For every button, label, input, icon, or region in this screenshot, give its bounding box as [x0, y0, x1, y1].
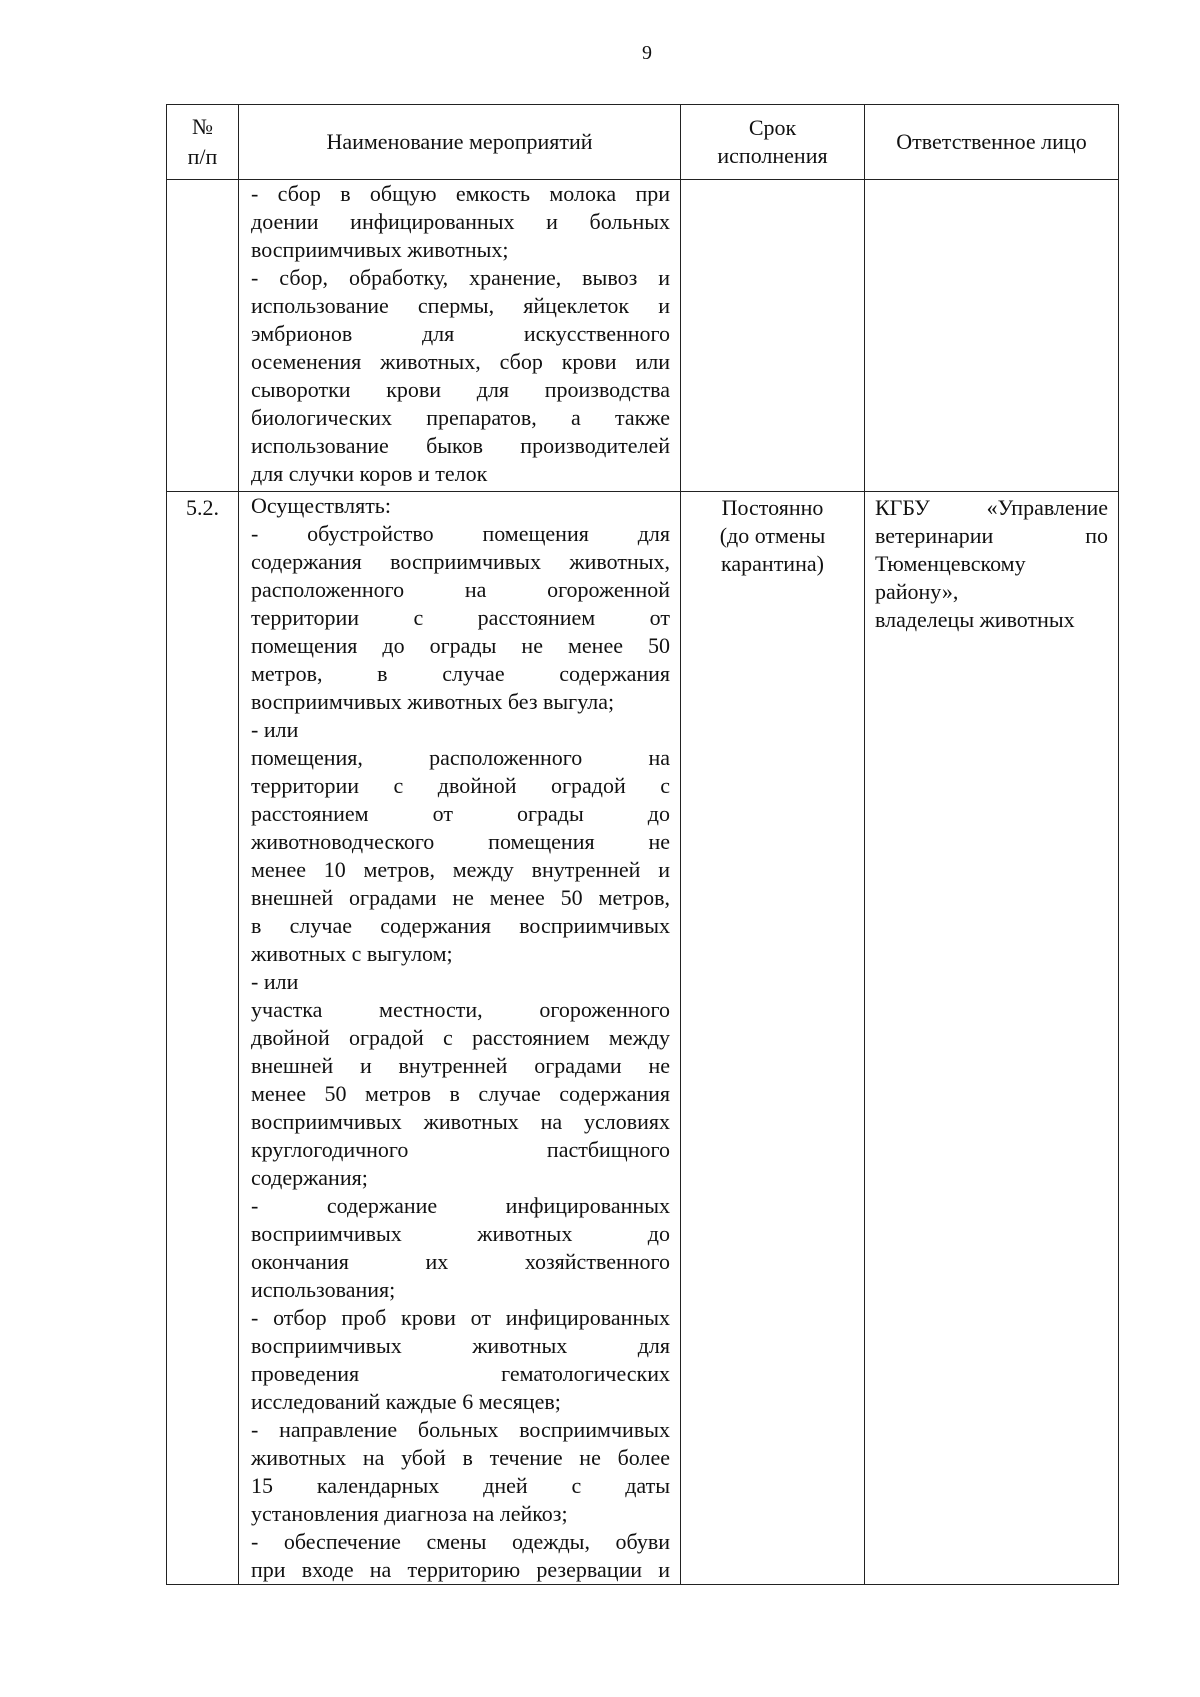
text-line: - обустройство помещения для	[251, 521, 670, 546]
text-line: восприимчивых животных на условиях	[251, 1109, 670, 1134]
header-activity-name: Наименование мероприятий	[239, 105, 681, 180]
text-line: внешней и внутренней оградами не	[251, 1053, 670, 1078]
text-line: менее 10 метров, между внутренней и	[251, 857, 670, 882]
row1-number	[167, 180, 239, 492]
header-term-line2: исполнения	[717, 143, 828, 168]
text-line: животноводческого помещения не	[251, 829, 670, 854]
text-line: доении инфицированных и больных	[251, 209, 670, 234]
text-line: биологических препаратов, а также	[251, 405, 670, 430]
text-line: менее 50 метров в случае содержания	[251, 1081, 670, 1106]
row1-term	[681, 180, 865, 492]
text-line: использование быков производителей	[251, 433, 670, 458]
text-line: содержания;	[251, 1165, 368, 1190]
text-line: животных с выгулом;	[251, 941, 453, 966]
text-line: исследований каждые 6 месяцев;	[251, 1389, 561, 1414]
text-line: проведения гематологических	[251, 1361, 670, 1386]
text-line: использование спермы, яйцеклеток и	[251, 293, 670, 318]
text-line: - обеспечение смены одежды, обуви	[251, 1529, 670, 1554]
text-line: метров, в случае содержания	[251, 661, 670, 686]
text-line: установления диагноза на лейкоз;	[251, 1501, 568, 1526]
activities-table	[166, 104, 1119, 1585]
text-line: территории с расстоянием от	[251, 605, 670, 630]
text-line: восприимчивых животных для	[251, 1333, 670, 1358]
text-line: - отбор проб крови от инфицированных	[251, 1305, 670, 1330]
text-line: при входе на территорию резервации и	[251, 1557, 670, 1582]
text-line: территории с двойной оградой с	[251, 773, 670, 798]
text-line: в случае содержания восприимчивых	[251, 913, 670, 938]
text-line: окончания их хозяйственного	[251, 1249, 670, 1274]
text-line: - сбор в общую емкость молока при	[251, 181, 670, 206]
row1-activity	[239, 180, 681, 492]
header-responsible: Ответственное лицо	[865, 105, 1119, 180]
text-line: - или	[251, 969, 299, 994]
text-line: сыворотки крови для производства	[251, 377, 670, 402]
text-line: двойной оградой с расстоянием между	[251, 1025, 670, 1050]
text-line: круглогодичного пастбищного	[251, 1137, 670, 1162]
table-row	[167, 180, 1119, 492]
responsible-line: ветеринарии по	[875, 523, 1108, 548]
responsible-line: району»,	[875, 579, 959, 604]
text-line: использования;	[251, 1277, 396, 1302]
header-number-abbr: п/п	[187, 144, 218, 169]
text-line: восприимчивых животных;	[251, 237, 509, 262]
text-line: эмбрионов для искусственного	[251, 321, 670, 346]
table-header-row	[167, 105, 1119, 180]
term-line: (до отмены	[719, 523, 826, 548]
header-term	[681, 105, 865, 180]
page-number: 9	[642, 42, 652, 64]
text-line: внешней оградами не менее 50 метров,	[251, 885, 670, 910]
text-line: - направление больных восприимчивых	[251, 1417, 670, 1442]
header-number	[167, 105, 239, 180]
term-line: карантина)	[721, 551, 824, 576]
text-line: содержания восприимчивых животных,	[251, 549, 670, 574]
row2-responsible	[865, 492, 1119, 1585]
header-number-sign: №	[192, 114, 213, 139]
row2-number: 5.2.	[167, 492, 239, 1585]
text-line: расстоянием от ограды до	[251, 801, 670, 826]
header-term-line1: Срок	[748, 115, 797, 140]
term-line: Постоянно	[721, 495, 824, 520]
text-line: восприимчивых животных без выгула;	[251, 689, 615, 714]
table-row	[167, 492, 1119, 1585]
text-line: восприимчивых животных до	[251, 1221, 670, 1246]
text-line: для случки коров и телок	[251, 461, 488, 486]
row2-activity	[239, 492, 681, 1585]
row1-responsible	[865, 180, 1119, 492]
text-line: участка местности, огороженного	[251, 997, 670, 1022]
text-line: - содержание инфицированных	[251, 1193, 670, 1218]
text-line: 15 календарных дней с даты	[251, 1473, 670, 1498]
text-line: - сбор, обработку, хранение, вывоз и	[251, 265, 670, 290]
text-line: помещения, расположенного на	[251, 745, 670, 770]
text-line: помещения до ограды не менее 50	[251, 633, 670, 658]
text-line: расположенного на огороженной	[251, 577, 670, 602]
responsible-line: владелецы животных	[875, 607, 1075, 632]
row2-term	[681, 492, 865, 1585]
text-line: - или	[251, 717, 299, 742]
responsible-line: КГБУ «Управление	[875, 495, 1108, 520]
text-line: осеменения животных, сбор крови или	[251, 349, 670, 374]
text-line: животных на убой в течение не более	[251, 1445, 670, 1470]
responsible-line: Тюменцевскому	[875, 551, 1026, 576]
text-line: Осуществлять:	[251, 493, 391, 518]
